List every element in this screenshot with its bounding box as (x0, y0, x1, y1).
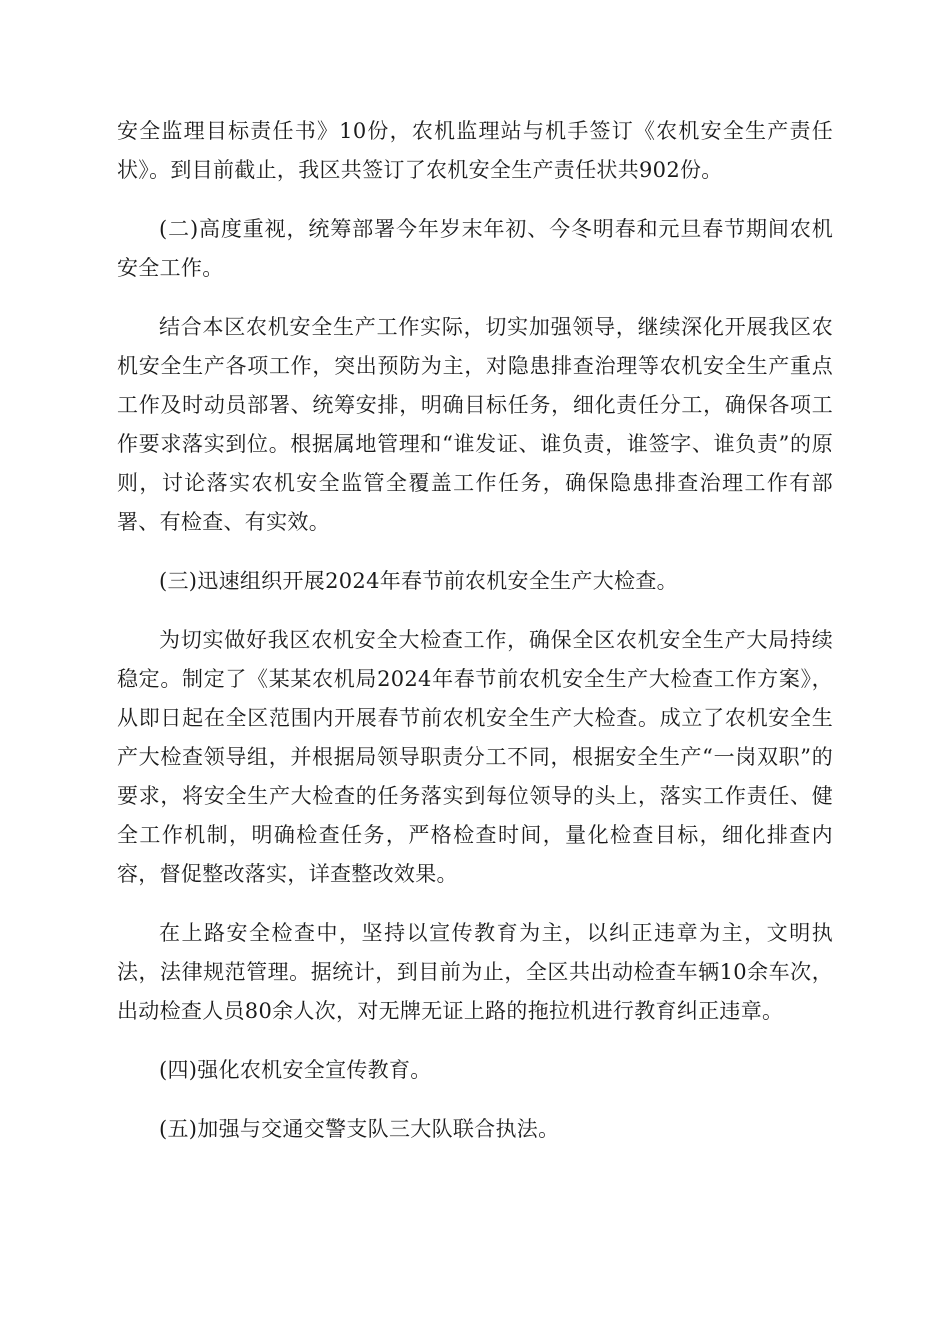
paragraph-continuation: 安全监理目标责任书》10份，农机监理站与机手签订《农机安全生产责任状》。到目前截止，我区共签订了农机安全生产责任状共902份。 (117, 119, 833, 182)
paragraph-body: 结合本区农机安全生产工作实际，切实加强领导，继续深化开展我区农机安全生产各项工作，突出预防为主，对隐患排查治理等农机安全生产重点工作及时动员部署、统筹安排，明确目标任务，细化责任分工，确保各项工作要求落实到位。根据属地管理和“谁发证、谁负责，谁签字、谁负责”的原则，讨论落实农机安全监管全覆盖工作任务，确保隐患排查治理工作有部署、有检查、有实效。 (117, 315, 833, 534)
document-body (117, 112, 833, 1169)
section-heading-4: (四)强化农机安全宣传教育。 (159, 1058, 432, 1082)
paragraph-body: 为切实做好我区农机安全大检查工作，确保全区农机安全生产大局持续稳定。制定了《某某农机局2024年春节前农机安全生产大检查工作方案》，从即日起在全区范围内开展春节前农机安全生产大检查。成立了农机安全生产大检查领导组，并根据局领导职责分工不同，根据安全生产“一岗双职”的要求，将安全生产大检查的任务落实到每位领导的头上，落实工作责任、健全工作机制，明确检查任务，严格检查时间，量化检查目标，细化排查内容，督促整改落实，详查整改效果。 (117, 628, 833, 886)
section-heading-2: (二)高度重视，统筹部署今年岁末年初、今冬明春和元旦春节期间农机安全工作。 (117, 217, 833, 280)
paragraph-body: 在上路安全检查中，坚持以宣传教育为主，以纠正违章为主，文明执法，法律规范管理。据统计，到目前为止，全区共出动检查车辆10余车次，出动检查人员80余人次，对无牌无证上路的拖拉机进行教育纠正违章。 (117, 921, 833, 1023)
section-heading-5: (五)加强与交通交警支队三大队联合执法。 (159, 1117, 560, 1141)
section-heading-3: (三)迅速组织开展2024年春节前农机安全生产大检查。 (159, 569, 678, 593)
